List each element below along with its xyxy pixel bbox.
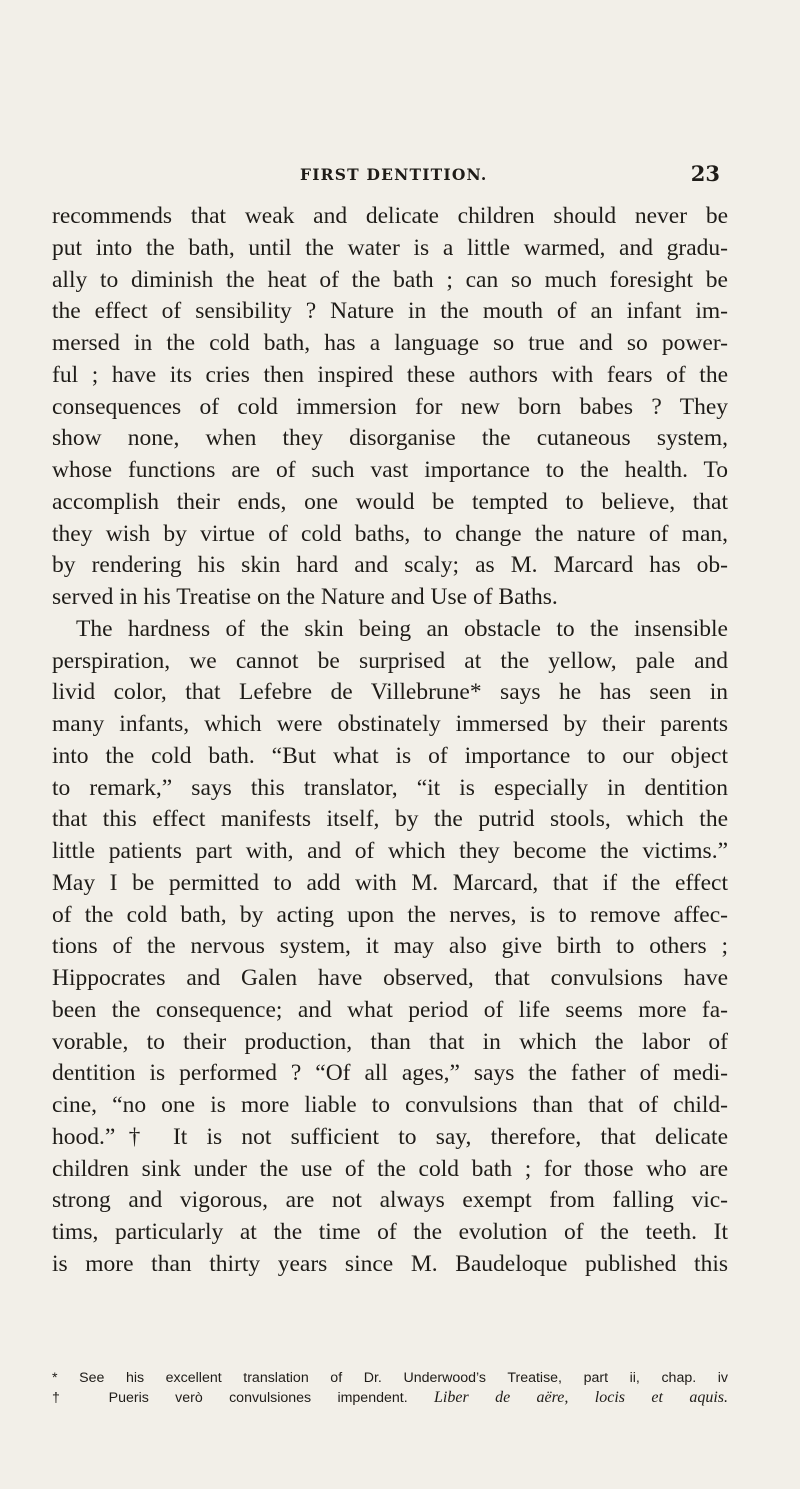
text-line: by rendering his skin hard and scaly; as M. Marcard has ob-	[52, 552, 728, 579]
text-line: recommends that weak and delicate children should never be	[52, 203, 728, 229]
text-line: dentition is performed ? “Of all ages,” says the father of medi-	[52, 1060, 728, 1087]
text-line: been the consequence; and what period of life seems more fa-	[52, 996, 728, 1023]
text-line: vorable, to their production, than that in which the labor of	[52, 1028, 728, 1055]
page-number: 23	[690, 161, 720, 186]
text-line: into the cold bath. “But what is of importance to our object	[52, 742, 728, 769]
footnote-asterisk: * See his excellent translation of Dr. Underwood’s Treatise, part ii, chap. iv	[52, 1370, 728, 1386]
footnote-dagger	[52, 1388, 728, 1408]
text-line: hood.”† It is not sufficient to say, therefore, that delicate	[52, 1123, 728, 1150]
text-line: show none, when they disorganise the cutaneous system,	[52, 425, 728, 452]
text-line: to remark,” says this translator, “it is especially in dentition	[52, 774, 728, 801]
text-line: put into the bath, until the water is a little warmed, and gradu-	[52, 234, 728, 261]
footnotes	[52, 1368, 728, 1408]
text-line: accomplish their ends, one would be tempted to believe, that	[52, 488, 728, 515]
text-line: the effect of sensibility ? Nature in the mouth of an infant im-	[52, 298, 728, 325]
text-line: consequences of cold immersion for new born babes ? They	[52, 393, 728, 420]
footnote-dagger-text: † Pueris verò convulsiones impendent.	[52, 1390, 408, 1406]
paragraph-end-line: served in his Treatise on the Nature and Use of Baths.	[52, 584, 558, 610]
paragraph-start-line: The hardness of the skin being an obstacle to the insensible	[76, 615, 728, 642]
text-line: Hippocrates and Galen have observed, that convulsions have	[52, 965, 728, 991]
text-line: strong and vigorous, are not always exempt from falling vic-	[52, 1187, 728, 1214]
text-line: children sink under the use of the cold bath ; for those who are	[52, 1155, 728, 1182]
text-line: whose functions are of such vast importance to the health. To	[52, 457, 728, 483]
text-line: of the cold bath, by acting upon the nerves, is to remove affec-	[52, 901, 728, 928]
text-line: ful ; have its cries then inspired these authors with fears of the	[52, 361, 728, 388]
body-text	[52, 201, 728, 1281]
text-line: little patients part with, and of which they become the victims.”	[52, 838, 728, 864]
text-line: tims, particularly at the time of the evolution of the teeth. It	[52, 1219, 728, 1245]
text-line: many infants, which were obstinately immersed by their parents	[52, 711, 728, 737]
page-header	[250, 161, 720, 189]
text-line: livid color, that Lefebre de Villebrune* says he has seen in	[52, 679, 728, 706]
text-line: is more than thirty years since M. Baudeloque published this	[52, 1250, 728, 1277]
text-line: May I be permitted to add with M. Marcard, that if the effect	[52, 869, 728, 896]
text-line: mersed in the cold bath, has a language so true and so power-	[52, 330, 728, 356]
text-line: cine, “no one is more liable to convulsions than that of child-	[52, 1092, 728, 1118]
text-line: perspiration, we cannot be surprised at the yellow, pale and	[52, 647, 728, 674]
running-head: FIRST DENTITION.	[300, 165, 488, 184]
text-line: they wish by virtue of cold baths, to change the nature of man,	[52, 520, 728, 547]
text-line: tions of the nervous system, it may also give birth to others ;	[52, 933, 728, 960]
text-line: that this effect manifests itself, by the putrid stools, which the	[52, 806, 728, 833]
footnote-dagger-source: Liber de aëre, locis et aquis.	[434, 1389, 728, 1406]
text-line: ally to diminish the heat of the bath ; can so much foresight be	[52, 266, 728, 293]
